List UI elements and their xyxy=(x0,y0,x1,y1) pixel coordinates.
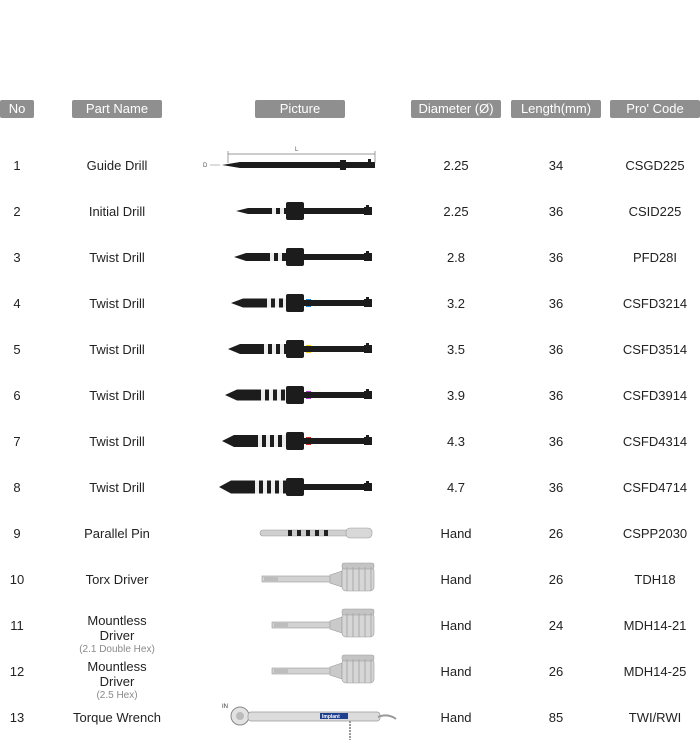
diameter-value: 2.8 xyxy=(446,250,466,265)
initial-drill-icon xyxy=(200,188,410,234)
part-name-text: Parallel Pin xyxy=(84,526,150,541)
pro-code-value: CSID225 xyxy=(628,204,682,219)
part-name-text: Twist Drill xyxy=(89,388,145,403)
length-value: 36 xyxy=(548,480,564,495)
pro-code-value: CSPP2030 xyxy=(622,526,688,541)
row-number: 3 xyxy=(13,250,21,265)
table-row xyxy=(0,694,700,740)
mountless-driver-icon xyxy=(200,648,410,694)
part-name-text: Initial Drill xyxy=(88,204,146,219)
diameter-value: 3.5 xyxy=(446,342,466,357)
length-value: 26 xyxy=(548,572,564,587)
length-value: 36 xyxy=(548,434,564,449)
part-name xyxy=(70,434,164,449)
brand-label: Implant xyxy=(322,714,340,720)
header-diameter: Diameter (Ø) xyxy=(411,100,501,118)
part-name xyxy=(70,388,164,403)
table-row xyxy=(0,280,700,326)
part-name-text: Twist Drill xyxy=(89,480,145,495)
diameter-value: 3.2 xyxy=(446,296,466,311)
length-value: 34 xyxy=(548,158,564,173)
part-name xyxy=(70,526,164,541)
pro-code-value: TDH18 xyxy=(634,572,676,587)
twist-drill-icon xyxy=(200,418,410,464)
part-picture xyxy=(200,418,410,464)
table-row xyxy=(0,418,700,464)
table-row xyxy=(0,234,700,280)
length-value: 36 xyxy=(548,204,564,219)
part-picture xyxy=(200,372,410,418)
row-number: 13 xyxy=(9,710,25,725)
part-name-text: Twist Drill xyxy=(89,342,145,357)
parallel-pin-icon xyxy=(200,510,410,556)
part-name-text: Twist Drill xyxy=(89,434,145,449)
header-picture: Picture xyxy=(255,100,345,118)
row-number: 12 xyxy=(9,664,25,679)
part-name xyxy=(70,204,164,219)
diameter-value: 4.7 xyxy=(446,480,466,495)
part-name xyxy=(70,480,164,495)
diameter-mark-label: D xyxy=(203,163,208,169)
pro-code-value: CSGD225 xyxy=(625,158,685,173)
table-row xyxy=(0,602,700,655)
part-picture xyxy=(200,464,410,510)
part-name-text: Torque Wrench xyxy=(73,710,161,725)
part-name xyxy=(70,158,164,173)
part-name-text: Guide Drill xyxy=(86,158,148,173)
twist-drill-icon xyxy=(200,372,410,418)
twist-drill-icon xyxy=(200,326,410,372)
row-number: 4 xyxy=(13,296,21,311)
length-value: 36 xyxy=(548,250,564,265)
length-value: 36 xyxy=(548,296,564,311)
row-number: 1 xyxy=(13,158,21,173)
direction-label: IN xyxy=(222,704,228,710)
pro-code-value: CSFD3914 xyxy=(622,388,688,403)
torque-wrench-icon xyxy=(200,694,410,740)
length-value: 36 xyxy=(548,388,564,403)
table-row xyxy=(0,326,700,372)
row-number: 10 xyxy=(9,572,25,587)
part-name xyxy=(70,296,164,311)
part-name-text: Mountless Driver xyxy=(87,659,147,689)
pro-code-value: MDH14-25 xyxy=(623,664,687,679)
diameter-value: 3.9 xyxy=(446,388,466,403)
table-row xyxy=(0,142,700,188)
table-row xyxy=(0,372,700,418)
twist-drill-icon xyxy=(200,234,410,280)
pro-code-value: CSFD4314 xyxy=(622,434,688,449)
length-value: 26 xyxy=(548,526,564,541)
pro-code-value: CSFD3514 xyxy=(622,342,688,357)
pro-code-value: PFD28I xyxy=(632,250,678,265)
pro-code-value: CSFD3214 xyxy=(622,296,688,311)
header-part-name: Part Name xyxy=(72,100,162,118)
table-header xyxy=(0,100,700,118)
part-name-note: (2.5 Hex) xyxy=(96,690,138,701)
mountless-driver-icon xyxy=(200,602,410,648)
row-number: 8 xyxy=(13,480,21,495)
diameter-value: Hand xyxy=(440,618,472,633)
part-picture xyxy=(200,602,410,648)
diameter-value: 2.25 xyxy=(443,158,469,173)
diameter-value: Hand xyxy=(440,710,472,725)
diameter-value: Hand xyxy=(440,572,472,587)
part-picture xyxy=(200,556,410,602)
part-picture xyxy=(200,326,410,372)
twist-drill-icon xyxy=(200,280,410,326)
header-no: No xyxy=(0,100,34,118)
table-row xyxy=(0,510,700,556)
part-picture xyxy=(200,280,410,326)
table-row xyxy=(0,648,700,701)
diameter-value: 2.25 xyxy=(443,204,469,219)
diameter-value: 4.3 xyxy=(446,434,466,449)
header-pro-code: Pro' Code xyxy=(610,100,700,118)
row-number: 9 xyxy=(13,526,21,541)
part-name-note: (2.1 Double Hex) xyxy=(79,644,155,655)
diameter-value: Hand xyxy=(440,664,472,679)
part-name-text: Torx Driver xyxy=(85,572,149,587)
part-picture xyxy=(200,648,410,694)
part-name xyxy=(70,250,164,265)
table-row xyxy=(0,464,700,510)
row-number: 11 xyxy=(10,618,24,633)
pro-code-value: CSFD4714 xyxy=(622,480,688,495)
length-value: 36 xyxy=(548,342,564,357)
length-value: 26 xyxy=(548,664,564,679)
table-row xyxy=(0,556,700,602)
part-picture xyxy=(200,142,410,188)
row-number: 7 xyxy=(13,434,21,449)
part-name xyxy=(70,572,164,587)
length-value: 85 xyxy=(548,710,564,725)
table-row xyxy=(0,188,700,234)
torx-driver-icon xyxy=(200,556,410,602)
part-name xyxy=(70,342,164,357)
part-name-text: Twist Drill xyxy=(89,296,145,311)
part-name-text: Twist Drill xyxy=(89,250,145,265)
row-number: 2 xyxy=(13,204,21,219)
header-length: Length(mm) xyxy=(511,100,601,118)
guide-drill-icon xyxy=(200,142,410,188)
length-mark-label: L xyxy=(295,147,299,153)
part-picture xyxy=(200,694,410,740)
part-name xyxy=(70,710,164,725)
diameter-value: Hand xyxy=(440,526,472,541)
twist-drill-icon xyxy=(200,464,410,510)
row-number: 5 xyxy=(13,342,21,357)
row-number: 6 xyxy=(13,388,21,403)
pro-code-value: MDH14-21 xyxy=(623,618,687,633)
part-picture xyxy=(200,510,410,556)
pro-code-value: TWI/RWI xyxy=(628,710,682,725)
part-picture xyxy=(200,188,410,234)
part-picture xyxy=(200,234,410,280)
part-name-text: Mountless Driver xyxy=(87,613,147,643)
length-value: 24 xyxy=(548,618,564,633)
